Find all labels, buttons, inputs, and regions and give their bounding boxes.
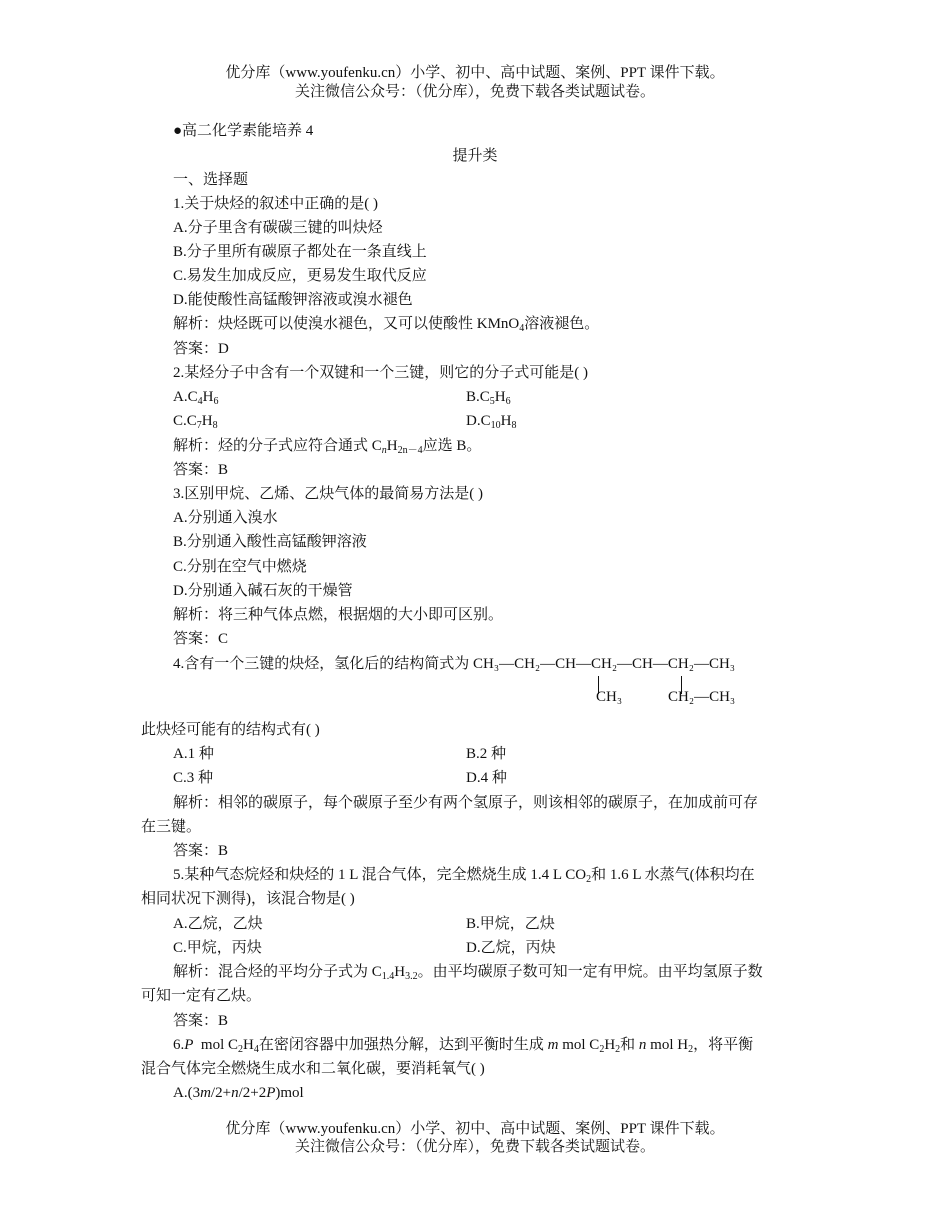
q5-stem-1: 5.某种气态烷烃和炔烃的 1 L 混合气体，完全燃烧生成 1.4 L $CO_2$和 1.6 L 水蒸气(体积均在 xyxy=(173,867,755,885)
q2-answer: 答案：B xyxy=(173,462,229,478)
q5-option-d: D.乙烷，丙炔 xyxy=(466,940,556,956)
q2-stem: 2.某烃分子中含有一个双键和一个三键，则它的分子式可能是( ) xyxy=(173,365,588,381)
q5-analysis-2: 可知一定有乙炔。 xyxy=(141,988,262,1004)
q4-analysis-1: 解析：相邻的碳原子，每个碳原子至少有两个氢原子，则该相邻的碳原子，在加成前可存 xyxy=(173,795,759,811)
header-line-2: 关注微信公众号：（优分库），免费下载各类试题试卷。 xyxy=(294,84,655,100)
q1-option-b: B.分子里所有碳原子都处在一条直线上 xyxy=(173,244,427,260)
q6-option-a: A.(3m/2+n/2+2P)mol xyxy=(173,1085,304,1101)
q6-stem-2: 混合气体完全燃烧生成水和二氧化碳，要消耗氧气( ) xyxy=(141,1061,485,1077)
q3-option-b: B.分别通入酸性高锰酸钾溶液 xyxy=(173,534,367,550)
q2-analysis: 解析：烃的分子式应符合通式 $C_nH_{2n-4}$应选 B。 xyxy=(173,438,482,456)
q3-option-c: C.分别在空气中燃烧 xyxy=(173,559,307,575)
q5-answer: 答案：B xyxy=(173,1013,229,1029)
q4-answer: 答案：B xyxy=(173,843,229,859)
q4-stem-cont: 此炔烃可能有的结构式有( ) xyxy=(141,722,320,738)
q4-analysis-2: 在三键。 xyxy=(141,819,202,835)
q5-analysis-1: 解析：混合烃的平均分子式为 $C_{1.4}H_{3.2}$。由平均碳原子数可知一定有甲烷。由平均氢原子数 xyxy=(173,964,763,982)
q3-answer: 答案：C xyxy=(173,631,229,647)
q1-option-d: D.能使酸性高锰酸钾溶液或溴水褪色 xyxy=(173,292,413,308)
q3-stem: 3.区别甲烷、乙烯、乙炔气体的最简易方法是( ) xyxy=(173,486,483,502)
q3-analysis: 解析：将三种气体点燃，根据烟的大小即可区别。 xyxy=(173,607,504,623)
structural-formula: CH₃—CH₂—CH—CH₂—CH—CH₂—CH₃ xyxy=(473,656,736,672)
q1-stem: 1.关于炔烃的叙述中正确的是( ) xyxy=(173,196,378,212)
q5-option-c: C.甲烷，丙炔 xyxy=(173,940,262,956)
q1-answer: 答案：D xyxy=(173,341,229,357)
q4-stem: 4.含有一个三键的炔烃，氢化后的结构简式为 CH₃—CH₂—CH—CH₂—CH—CH₂—CH₃ xyxy=(173,656,736,672)
branch-2: CH₂—CH₃ xyxy=(668,689,736,705)
q3-option-a: A.分别通入溴水 xyxy=(173,510,278,526)
q2-option-c: $C.C_7H_8$ xyxy=(173,413,218,431)
q2-option-b: $B.C_5H_6$ xyxy=(466,389,511,407)
q4-option-d: D.4 种 xyxy=(466,770,507,786)
q1-option-a: A.分子里含有碳碳三键的叫炔烃 xyxy=(173,220,383,236)
section-heading: 一、选择题 xyxy=(173,172,249,188)
footer-line-1: 优分库（www.youfenku.cn）小学、初中、高中试题、案例、PPT 课件下载。 xyxy=(225,1121,725,1137)
q6-stem-1: 6.P mol $C_2H_4$在密闭容器中加强热分解，达到平衡时生成 m mol $C_2H_2$和 n mol $H_2$，将平衡 xyxy=(173,1037,754,1055)
doc-subtitle: 提升类 xyxy=(452,148,498,164)
q5-stem-2: 相同状况下测得)，该混合物是( ) xyxy=(141,891,355,907)
branch-1: CH₃ xyxy=(596,689,623,705)
q4-option-a: A.1 种 xyxy=(173,746,214,762)
doc-title: ●高二化学素能培养 4 xyxy=(173,123,314,139)
q3-option-d: D.分别通入碱石灰的干燥管 xyxy=(173,583,353,599)
q4-option-c: C.3 种 xyxy=(173,770,214,786)
q1-option-c: C.易发生加成反应，更易发生取代反应 xyxy=(173,268,427,284)
q4-option-b: B.2 种 xyxy=(466,746,507,762)
q2-option-a: $A.C_4H_6$ xyxy=(173,389,219,407)
q5-option-a: A.乙烷，乙炔 xyxy=(173,916,263,932)
q5-option-b: B.甲烷，乙炔 xyxy=(466,916,555,932)
q2-option-d: $D.C_{10}H_8$ xyxy=(466,413,517,431)
header-line-1: 优分库（www.youfenku.cn）小学、初中、高中试题、案例、PPT 课件下载。 xyxy=(225,65,725,81)
q1-analysis: 解析：炔烃既可以使溴水褪色，又可以使酸性 KMnO$_4$溶液褪色。 xyxy=(173,316,600,334)
footer-line-2: 关注微信公众号：（优分库），免费下载各类试题试卷。 xyxy=(294,1139,655,1155)
